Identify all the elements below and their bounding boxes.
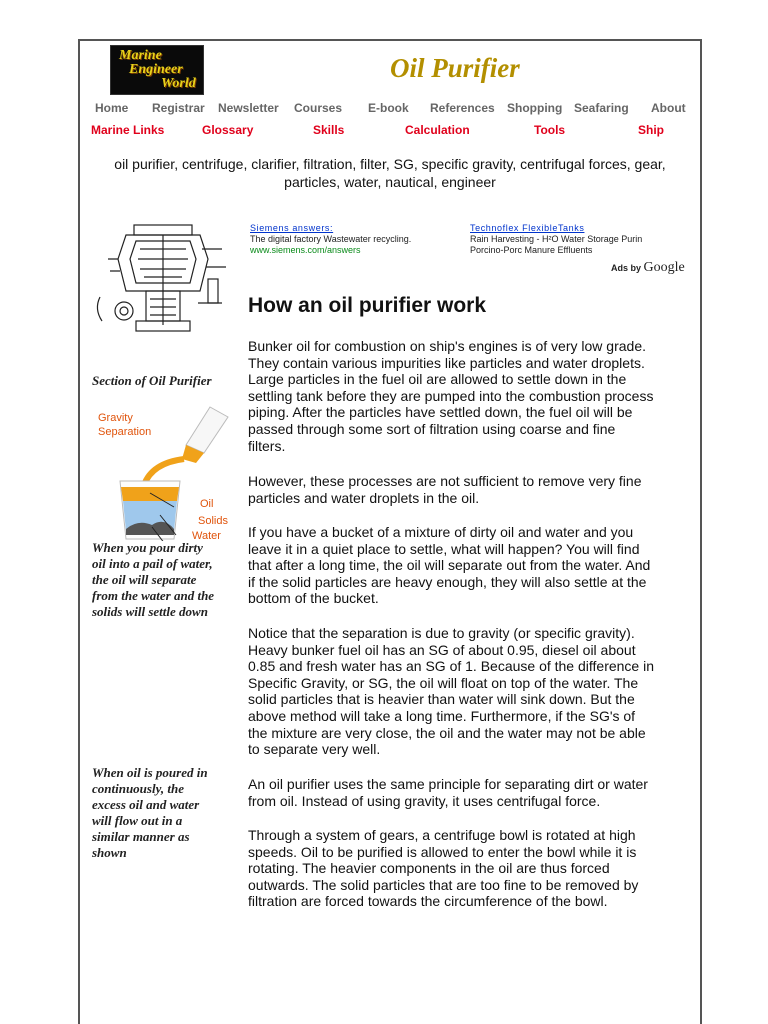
ad-siemens[interactable] xyxy=(250,223,411,256)
gravity-label-1: Gravity xyxy=(98,412,133,424)
pail xyxy=(120,481,180,539)
nav-tools[interactable]: Tools xyxy=(534,123,566,137)
water-label: Water xyxy=(192,530,221,541)
caption-line: solids will settle down xyxy=(92,604,208,619)
caption-continuous-pour xyxy=(92,765,208,861)
keywords-line-1: oil purifier, centrifuge, clarifier, filtration, filter, SG, specific gravity, centrifugal forces, gear, xyxy=(114,156,666,172)
nav-references[interactable]: References xyxy=(430,101,495,115)
caption-line: similar manner as xyxy=(92,829,190,844)
caption-line: oil into a pail of water, xyxy=(92,556,213,571)
nav-seafaring[interactable]: Seafaring xyxy=(574,101,629,115)
page-frame xyxy=(78,39,702,1024)
text-line: piping. After the particles have settled down, the fuel oil will be xyxy=(248,404,633,421)
text-line: rotating. The heavier components in the oil are thus forced xyxy=(248,860,610,877)
text-line: If you have a bucket of a mixture of dirty oil and water and you xyxy=(248,524,634,540)
solids-label: Solids xyxy=(198,515,228,527)
nav-calculation[interactable]: Calculation xyxy=(405,123,470,137)
logo-line-3: World xyxy=(161,76,196,91)
keywords-block xyxy=(80,155,700,191)
article-paragraph-2 xyxy=(248,473,696,506)
pouring-bottle xyxy=(182,407,228,463)
caption-line: the oil will separate xyxy=(92,572,197,587)
text-line: leave it in a quiet place to settle, what will happen? You will find xyxy=(248,540,640,557)
text-line: bottom of the bucket. xyxy=(248,590,379,607)
text-line: 0.85 and fresh water has an SG of 1. Because of the difference in xyxy=(248,658,654,675)
caption-line: shown xyxy=(92,845,127,860)
text-line: passed through some sort of filtration using coarse and fine xyxy=(248,420,616,437)
nav-skills[interactable]: Skills xyxy=(313,123,345,137)
ads-by-label: Ads by xyxy=(611,263,642,273)
nav-ship[interactable]: Ship xyxy=(638,123,664,137)
ad-description: Rain Harvesting - H²O Water Storage Purin xyxy=(470,234,643,244)
primary-nav xyxy=(80,101,700,117)
caption-line: continuously, the xyxy=(92,781,184,796)
article-paragraph-5 xyxy=(248,776,696,809)
text-line: from oil. Instead of using gravity, it uses centrifugal force. xyxy=(248,792,601,809)
text-line: outwards. The solid particles that are too fine to be removed by xyxy=(248,876,639,893)
nav-ebook[interactable]: E-book xyxy=(368,101,409,115)
ad-title[interactable]: Siemens answers: xyxy=(250,223,334,233)
ad-description: The digital factory Wastewater recycling. xyxy=(250,234,412,244)
site-title: Oil Purifier xyxy=(390,53,520,83)
ad-description: Porcino-Porc Manure Effluents xyxy=(470,245,593,255)
text-line: However, these processes are not sufficient to remove very fine xyxy=(248,473,642,489)
text-line: Bunker oil for combustion on ship's engines is of very low grade. xyxy=(248,338,646,354)
text-line: filters. xyxy=(248,437,286,454)
caption-section-of-purifier: Section of Oil Purifier xyxy=(92,373,212,388)
text-line: Notice that the separation is due to gravity (or specific gravity). xyxy=(248,625,635,641)
text-line: if the solid particles are heavy enough, they will also settle at the xyxy=(248,573,647,590)
caption-line: will flow out in a xyxy=(92,813,183,828)
text-line: Heavy bunker fuel oil has an SG of about 0.95, diesel oil about xyxy=(248,641,636,658)
text-line: Through a system of gears, a centrifuge bowl is rotated at high xyxy=(248,827,636,843)
nav-courses[interactable]: Courses xyxy=(294,101,343,115)
logo-line-1: Marine xyxy=(119,48,162,63)
nav-registrar[interactable]: Registrar xyxy=(152,101,205,115)
text-line: solid particles that is heavier than water will sink down. But the xyxy=(248,691,635,708)
ad-url[interactable]: www.siemens.com/answers xyxy=(250,245,361,255)
oil-label: Oil xyxy=(200,498,214,510)
purifier-section-image xyxy=(90,219,238,339)
nav-newsletter[interactable]: Newsletter xyxy=(218,101,279,115)
caption-line: When oil is poured in xyxy=(92,765,208,780)
text-line: above method will take a long time. Furthermore, if the SG's of xyxy=(248,707,636,724)
nav-about[interactable]: About xyxy=(651,101,686,115)
caption-pour-dirty-oil xyxy=(92,540,214,620)
article-paragraph-1 xyxy=(248,338,696,454)
nav-glossary[interactable]: Glossary xyxy=(202,123,254,137)
text-line: particles and water droplets in the oil. xyxy=(248,489,480,506)
caption-line: excess oil and water xyxy=(92,797,200,812)
text-line: An oil purifier uses the same principle for separating dirt or water xyxy=(248,776,648,792)
article-paragraph-4 xyxy=(248,625,696,758)
google-logo: Google xyxy=(643,260,685,275)
caption-line: When you pour dirty xyxy=(92,540,203,555)
caption-line: from the water and the xyxy=(92,588,215,603)
ad-technoflex[interactable] xyxy=(470,223,642,256)
nav-marine-links[interactable]: Marine Links xyxy=(91,123,165,137)
text-line: the mixture are very close, the oil and the water may not be able xyxy=(248,724,646,741)
article-heading: How an oil purifier work xyxy=(248,294,487,317)
text-line: Large particles in the fuel oil are allowed to settle down in the xyxy=(248,371,627,388)
text-line: speeds. Oil to be purified is allowed to enter the bowl while it is xyxy=(248,843,637,860)
gravity-label-2: Separation xyxy=(98,426,152,438)
ad-title[interactable]: Technoflex FlexibleTanks xyxy=(470,223,585,233)
ads-by-google[interactable] xyxy=(611,260,685,276)
logo-line-2: Engineer xyxy=(129,62,183,77)
secondary-nav xyxy=(80,123,700,139)
keywords-line-2: particles, water, nautical, engineer xyxy=(284,174,496,190)
text-line: They contain various impurities like particles and water droplets. xyxy=(248,354,645,371)
nav-home[interactable]: Home xyxy=(95,101,129,115)
article-paragraph-6 xyxy=(248,827,696,910)
article-paragraph-3 xyxy=(248,524,696,607)
nav-shopping[interactable]: Shopping xyxy=(507,101,563,115)
text-line: that after a long time, the oil will separate out from the water. And xyxy=(248,557,651,574)
text-line: to separate very well. xyxy=(248,741,381,758)
text-line: settling tank before they are pumped into the combustion process xyxy=(248,387,654,404)
text-line: filtration are forced towards the circumference of the bowl. xyxy=(248,893,608,910)
site-logo[interactable] xyxy=(110,45,204,95)
text-line: Specific Gravity, or SG, the oil will float on top of the water. The xyxy=(248,674,639,691)
